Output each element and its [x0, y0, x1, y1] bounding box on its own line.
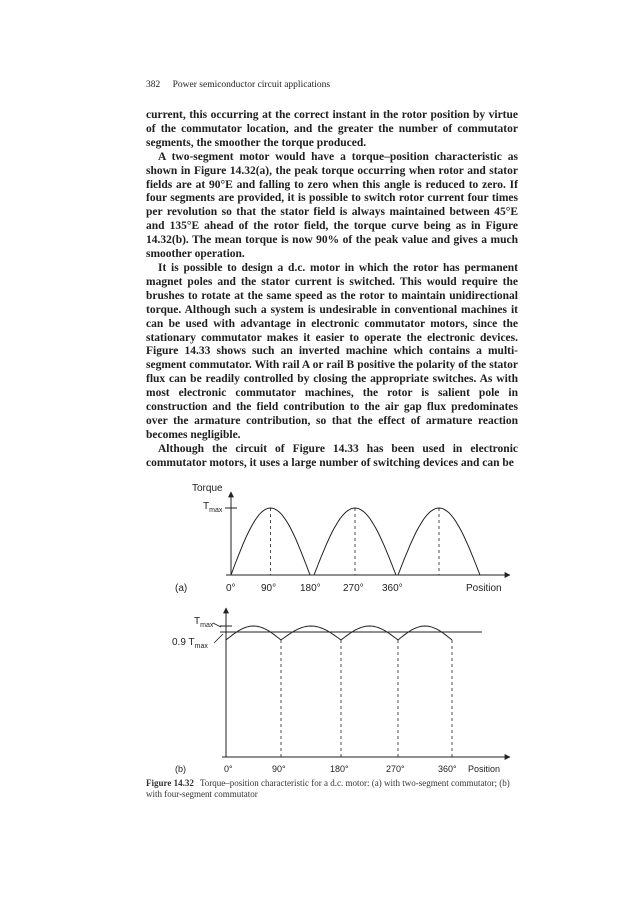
panel-a-tmax-label: $T_{max}$ — [203, 501, 223, 514]
tmax-pointer — [213, 623, 221, 627]
paragraph-2: A two-segment motor would have a torque–position characteristic as shown in Figure 14.32(a), the peak torque occurring when rotor and stator fields are at 90°E and falling to zero when this angle is reduced to zero. If four segments are provided, it is possible to switch rotor current four times per revolution so that the stator field is always maintained between 45°E and 135°E ahead of the rotor field, the torque curve being as in Figure 14.32(b). The mean torque is now 90% of the peak value and gives a much smoother operation. — [146, 150, 518, 261]
page-number: 382 — [146, 80, 161, 90]
paragraph-3: It is possible to design a d.c. motor in which the rotor has permanent magnet poles and the stator current is switched. This would require the brushes to rotate at the same speed as the rotor to maintain unidirectional torque. Although such a system is undesirable in conventional machines it can be used with advantage in electronic commutator motors, since the stationary commutator makes it easier to operate the electronic devices. Figure 14.33 shows such an inverted machine which contains a multi-segment commutator. With rail A or rail B positive the polarity of the stator flux can be readily controlled by closing the appropriate switches. As with most electronic commutator machines, the rotor is salient pole in construction and the field contribution to the air gap flux predominates over the armature contribution, so that the effect of armature reaction becomes negligible. — [146, 261, 518, 441]
paragraph-1: current, this occurring at the correct instant in the rotor position by virtue of the commutator location, and the greater the number of commutator segments, the smoother the torque produced. — [146, 109, 518, 149]
panel-b-x-axis-label: Position — [468, 764, 501, 774]
panel-a-tick-90: 90° — [261, 583, 277, 594]
panel-b-mean-label: 0.9 $T_{max}$ — [172, 637, 208, 650]
panel-b-tick-90: 90° — [272, 764, 286, 774]
caption-text: Torque–position characteristic for a d.c. motor: (a) with two-segment commutator; (b) with four-segment commutator — [146, 778, 510, 799]
panel-a-y-axis-label: Torque — [192, 483, 223, 494]
panel-b-tmax-label: $T_{max}$ — [194, 616, 214, 629]
figure-caption — [146, 778, 518, 800]
panel-a-tick-270: 270° — [343, 583, 364, 594]
panel-b-label: (b) — [175, 764, 186, 774]
panel-b-tick-360: 360° — [438, 764, 457, 774]
panel-a-torque-curve — [231, 508, 480, 575]
panel-b-guides — [281, 640, 452, 757]
panel-a-guides — [271, 508, 440, 575]
panel-b-tick-270: 270° — [386, 764, 405, 774]
running-title: Power semiconductor circuit applications — [172, 80, 331, 90]
panel-a-x-axis-label: Position — [466, 583, 502, 594]
panel-b — [172, 608, 510, 774]
panel-a-label: (a) — [175, 583, 188, 594]
panel-a-tick-360: 360° — [382, 583, 403, 594]
panel-a-tick-180: 180° — [300, 583, 321, 594]
mean-pointer — [214, 634, 223, 643]
panel-b-torque-curve — [226, 626, 452, 640]
panel-b-tick-0: 0° — [224, 764, 233, 774]
paragraph-4: Although the circuit of Figure 14.33 has been used in electronic commutator motors, it uses a large number of switching devices and can be — [146, 442, 518, 469]
panel-b-tick-180: 180° — [330, 764, 349, 774]
caption-label: Figure 14.32 — [146, 778, 194, 788]
panel-a-tick-0: 0° — [226, 583, 236, 594]
panel-a — [175, 483, 510, 594]
